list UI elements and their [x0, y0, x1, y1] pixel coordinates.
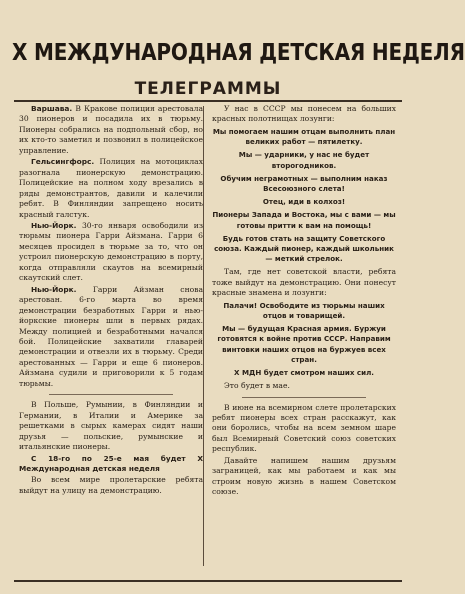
right-column [212, 104, 396, 572]
page-title: X МЕЖДУНАРОДНАЯ ДЕТСКАЯ НЕДЕЛЯ [12, 40, 465, 66]
announcement-week: С 18-го по 25-е мая будет X Международная детская неделя [19, 453, 203, 473]
slogan: Обучим неграмотных — выполним наказ Всесоюзного слета! [220, 173, 388, 193]
telegram-helsingfors: Гельсингфорс. Полиция на мотоциклах разогнала пионерскую демонстрацию. Полицейские на полном ходу врезались в ряды демонстрантов, давили и калечили ребят. В Финляндии запрещено носить красный галстук. [19, 157, 203, 219]
telegram-warsaw: Варшава. В Кракове полиция арестовала 30 пионеров и посадила их в тюрьму. Пионеры собрались на подпольный сбор, но их кто-то заметил и позвонил в полицейское управление. [19, 104, 203, 155]
slogan: Будь готов стать на защиту Советского союза. Каждый пионер, каждый школьник — меткий стрелок. [214, 233, 394, 264]
slogan: Мы — будущая Красная армия. Буржуи готовятся к войне против СССР. Направим винтовки наших отцов на буржуев всех стран. [217, 324, 391, 364]
telegram-new-york-2: Нью-Йорк. Гарри Айзман снова арестован. 6-го марта во время демонстрации безработных Гарри и нью-йоркские пионеры шли в первых рядах. Между полицией и безработными начался бой. Полицейские захватили главарей демонстрации и отвезли их в тюрьму. Среди арестованных — Гарри и еще 6 пионеров. Айзмана судили и приговорили к 5 годам тюрьмы. [19, 284, 203, 388]
section-rule [49, 394, 173, 395]
slogan: Мы — ударники, у нас не будет второгодников. [238, 150, 370, 170]
paragraph-prisoners: В Польше, Румынии, в Финляндии и Германии, в Италии и Америке за решетками в сырых камерах сидят наши друзья — польские, румынские и итальянские пионеры. [19, 400, 203, 452]
paragraph-write-friends: Давайте напишем нашим друзьям заграницей, как мы работаем и как мы строим новую жизнь в нашем Советском союзе. [212, 455, 396, 497]
slogan: Отец, иди в колхоз! [262, 197, 346, 207]
paragraph-demonstration: Во всем мире пролетарские ребята выйдут на улицу на демонстрацию. [19, 475, 203, 495]
section-rule [242, 397, 366, 398]
section-title: ТЕЛЕГРАММЫ [134, 79, 282, 99]
left-column [19, 104, 203, 572]
slogan: Пионеры Запада и Востока, мы с вами — мы готовы притти к вам на помощь! [212, 210, 396, 230]
paragraph-may: Это будет в мае. [224, 381, 290, 391]
paragraph-ussr-slogans-intro: У нас в СССР мы понесем на больших красных полотнищах лозунги: [212, 104, 396, 124]
paragraph-abroad-intro: Там, где нет советской власти, ребята тоже выйдут на демонстрацию. Они понесут красные знамена и лозунги: [212, 267, 396, 298]
slogan: Мы помогаем нашим отцам выполнить план великих работ — пятилетку. [212, 126, 396, 147]
slogan: Палачи! Освободите из тюрьмы наших отцов и товарищей. [223, 300, 385, 320]
slogan: X МДН будет смотром наших сил. [234, 367, 374, 377]
telegram-new-york-1: Нью-Йорк. 30-го января освободили из тюрьмы пионера Гарри Айзмана. Гарри 6 месяцев просидел в тюрьме за то, что он устроил пионерскую демонстрацию в порту, когда отправляли скаутов на всемирный скаутский слет. [19, 220, 203, 283]
paragraph-june-rally: В июне на всемирном слете пролетарских ребят пионеры всех стран расскажут, как они боролись, чтобы на всем земном шаре был Всемирный Советский союз советских республик. [212, 402, 396, 454]
column-divider [203, 106, 204, 566]
